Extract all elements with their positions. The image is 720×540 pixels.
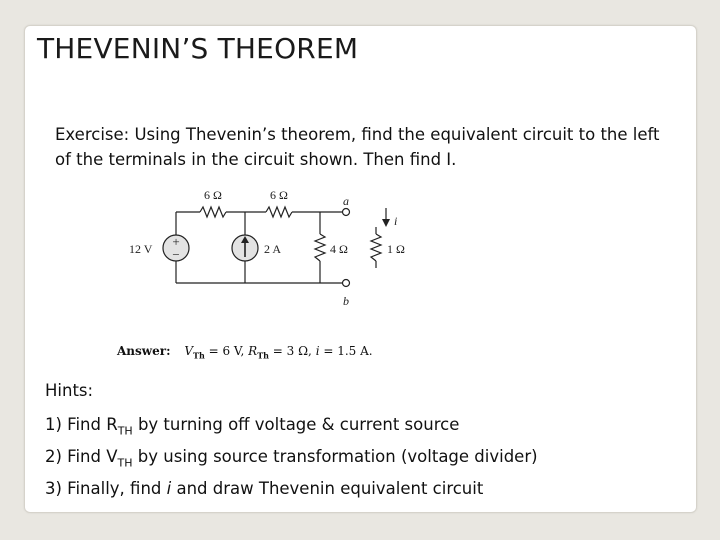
hint-3-italic: i — [166, 479, 172, 498]
slide-title: THEVENIN’S THEOREM — [37, 32, 359, 65]
answer-vth-sub: Th — [193, 350, 205, 361]
exercise-text: Exercise: Using Thevenin’s theorem, find the equivalent circuit to the left of the terminals in the circuit shown. Then find I. — [55, 125, 660, 169]
hints-label: Hints: — [45, 381, 94, 400]
label-current-i: i — [394, 214, 398, 228]
label-r2: 6 Ω — [270, 188, 288, 202]
hint-3-post: and draw Thevenin equivalent circuit — [171, 479, 484, 498]
label-terminal-b: b — [343, 294, 349, 308]
label-voltage: 12 V — [129, 242, 153, 256]
hint-1-pre: 1) Find R — [45, 415, 118, 434]
label-r4: 1 Ω — [387, 242, 405, 256]
answer-vth-symbol: V — [184, 344, 194, 358]
hint-1-post: by turning off voltage & current source — [132, 415, 460, 434]
answer-line — [117, 344, 373, 360]
answer-rth-value: = 3 Ω, — [268, 344, 316, 358]
hint-1 — [45, 415, 459, 437]
hint-2-sub: TH — [117, 456, 133, 470]
resistor-4ohm — [315, 234, 325, 261]
plus-sign: + — [172, 234, 180, 249]
answer-label: Answer: — [117, 344, 171, 358]
hint-3-pre: 3) Finally, find — [45, 479, 167, 498]
terminal-b — [343, 280, 350, 287]
resistor-6ohm-2 — [266, 207, 292, 217]
current-arrow — [382, 219, 390, 227]
hint-3 — [45, 479, 483, 498]
hint-2-pre: 2) Find V — [45, 447, 118, 466]
label-r1: 6 Ω — [204, 188, 222, 202]
answer-vth-value: = 6 V, — [204, 344, 249, 358]
terminal-a — [343, 209, 350, 216]
answer-rth-symbol: R — [248, 344, 258, 358]
resistor-6ohm-1 — [200, 207, 226, 217]
label-terminal-a: a — [343, 194, 349, 208]
resistor-1ohm — [371, 234, 381, 261]
minus-sign: − — [172, 247, 180, 262]
label-r3: 4 Ω — [330, 242, 348, 256]
hint-1-sub: TH — [117, 424, 133, 438]
answer-i-value: = 1.5 A. — [319, 344, 373, 358]
hint-2-post: by using source transformation (voltage divider) — [132, 447, 538, 466]
answer-i-symbol: i — [315, 344, 320, 358]
circuit-diagram — [110, 185, 430, 315]
hint-2 — [45, 447, 538, 469]
answer-rth-sub: Th — [257, 350, 269, 361]
label-current-source: 2 A — [264, 242, 282, 256]
